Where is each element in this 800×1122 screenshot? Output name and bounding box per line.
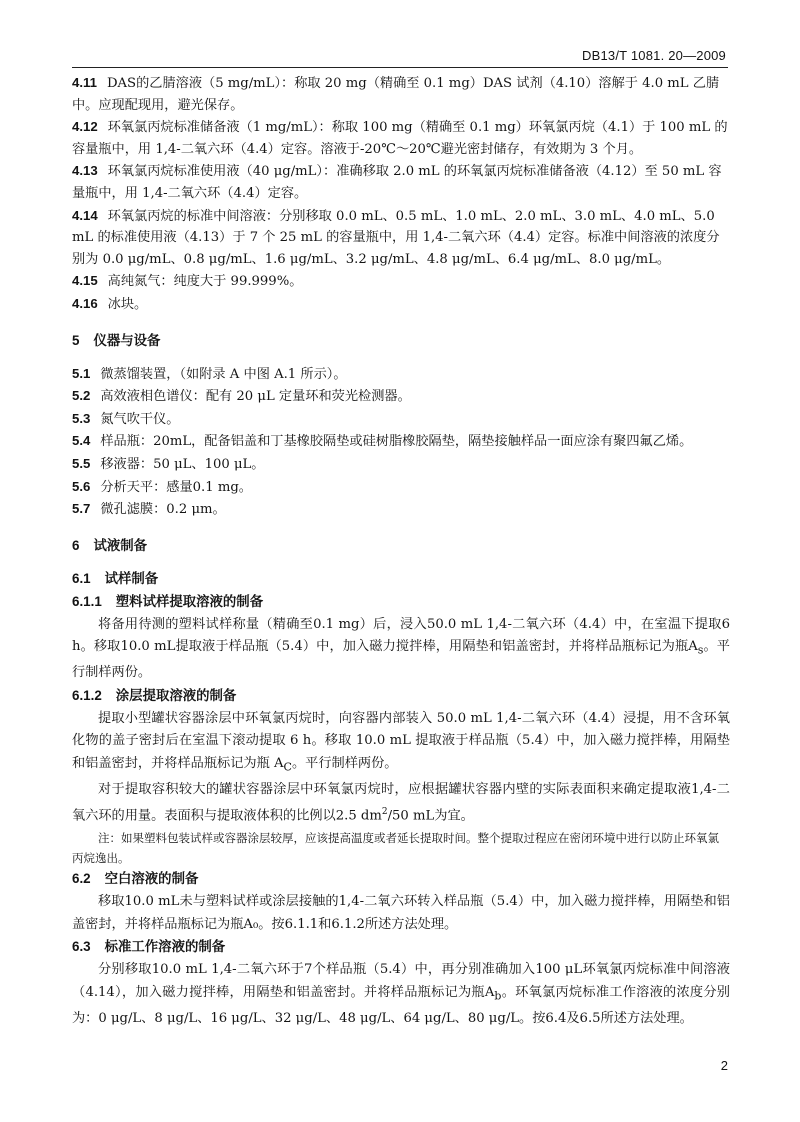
superscript: 2 (381, 807, 388, 818)
paragraph-6-2: 移取10.0 mL未与塑料试样或涂层接触的1,4-二氧六环转入样品瓶（5.4）中，加入磁力搅拌棒，用隔垫和铝盖密封，并将样品瓶标记为瓶A₀。按6.1.1和6.1.2所述方法处理。 (72, 894, 730, 932)
note-6-1-2: 注：如果塑料包装试样或容器涂层较厚，应该提高温度或者延长提取时间。整个提取过程应在密闭环境中进行以防止环氧氯丙烷逸出。 (72, 831, 719, 866)
section-6-1-2-heading (72, 685, 730, 708)
clause-text: 移液器：50 μL、100 μL。 (100, 456, 265, 472)
page-content (72, 72, 730, 1031)
section-5-heading (72, 330, 730, 353)
paragraph-tail: /50 mL为宜。 (387, 808, 474, 824)
paragraph-text: 将备用待测的塑料试样称量（精确至0.1 mg）后，浸入50.0 mL 1,4-二氧六环（4.4）中，在室温下提取6 h。移取10.0 mL提取液于样品瓶（5.4）中，加入磁力搅拌棒，用隔垫和铝盖密封，并将样品瓶标记为瓶A (72, 616, 730, 655)
clause-text: 微蒸馏装置，（如附录 A 中图 A.1 所示）。 (100, 366, 347, 382)
section-number: 6.1.1 (72, 593, 102, 609)
document-code: DB13/T 1081. 20—2009 (582, 48, 726, 63)
clause-text: 分析天平：感量0.1 mg。 (100, 479, 252, 495)
clause-number: 4.11 (72, 75, 97, 90)
clause-5-7 (72, 498, 730, 521)
paragraph-tail: 。平行制样两份。 (72, 639, 730, 681)
clause-5-5 (72, 453, 730, 476)
subscript: C (283, 760, 292, 774)
clause-text: 高纯氮气：纯度大于 99.999%。 (107, 274, 303, 290)
subscript: s (697, 643, 704, 657)
paragraph-6-1-1 (72, 614, 730, 685)
clause-text: 样品瓶：20mL，配备铝盖和丁基橡胶隔垫或硅树脂橡胶隔垫，隔垫接触样品一面应涂有聚四氟乙烯。 (100, 434, 693, 450)
section-number: 6.1.2 (72, 687, 102, 703)
header-rule (72, 67, 728, 68)
clause-4-14 (72, 205, 730, 271)
clause-text: 高效液相色谱仪：配有 20 μL 定量环和荧光检测器。 (100, 389, 411, 405)
clause-number: 5.7 (72, 501, 91, 517)
section-number: 6 (72, 537, 80, 553)
section-title: 仪器与设备 (93, 333, 161, 349)
clause-number: 5.5 (72, 455, 91, 471)
clause-number: 4.14 (72, 207, 98, 223)
clause-4-11 (72, 72, 730, 116)
clause-5-2 (72, 385, 730, 408)
clause-4-13 (72, 160, 730, 204)
clause-number: 5.3 (72, 410, 91, 426)
clause-text: DAS的乙腈溶液（5 mg/mL）：称取 20 mg（精确至 0.1 mg）DAS 试剂（4.10）溶解于 4.0 mL 乙腈中。应现配现用，避光保存。 (72, 76, 720, 113)
clause-number: 5.1 (72, 365, 91, 381)
section-title: 涂层提取溶液的制备 (115, 688, 237, 704)
subscript: b (494, 989, 502, 1003)
page-number: 2 (720, 1058, 728, 1073)
clause-4-16 (72, 293, 730, 316)
section-6-1-1-heading (72, 591, 730, 614)
section-title: 空白溶液的制备 (104, 872, 199, 888)
section-number: 6.2 (72, 871, 91, 887)
section-6-1-heading (72, 568, 730, 591)
clause-text: 环氧氯丙烷标准储备液（1 mg/mL）：称取 100 mg（精确至 0.1 mg）环氧氯丙烷（4.1）于 100 mL 的容量瓶中，用 1,4-二氧六环（4.4）定容。溶液于-20℃～20℃避光密封储存，有效期为 3 个月。 (72, 120, 728, 157)
clause-5-4 (72, 430, 730, 453)
paragraph-text: 提取小型罐状容器涂层中环氧氯丙烷时，向容器内部装入 50.0 mL 1,4-二氧六环（4.4）浸提，用不含环氧化物的盖子密封后在室温下滚动提取 6 h。移取 10.0 mL 提取液于样品瓶（5.4）中，加入磁力搅拌棒，用隔垫和铝盖密封，并将样品瓶标记为瓶 A (72, 710, 730, 771)
clause-5-3 (72, 408, 730, 431)
section-title: 试样制备 (104, 571, 159, 587)
paragraph-text: 分别移取10.0 mL 1,4-二氧六环于7个样品瓶（5.4）中，再分别准确加入100 μL环氧氯丙烷标准中间溶液（4.14），加入磁力搅拌棒，用隔垫和铝盖密封。并将样品瓶标记为瓶A (72, 962, 730, 1000)
paragraph-tail: 。平行制样两份。 (291, 755, 398, 771)
clause-text: 环氧氯丙烷的标准中间溶液：分别移取 0.0 mL、0.5 mL、1.0 mL、2.0 mL、3.0 mL、4.0 mL、5.0 mL 的标准使用液（4.13）于 7 个 25 mL 的容量瓶中，用 1,4-二氧六环（4.4）定容。标准中间溶液的浓度分别为 0.0 μg/mL、0.8 μg/mL、1.6 μg/mL、3.2 μg/mL、4.8 μg/mL、6.4 μg/mL、8.0 μg/mL。 (72, 208, 720, 267)
section-title: 塑料试样提取溶液的制备 (115, 594, 264, 610)
clause-number: 4.15 (72, 273, 98, 289)
paragraph-6-1-2-a (72, 708, 730, 779)
paragraph-text: 对于提取容积较大的罐状容器涂层中环氧氯丙烷时，应根据罐状容器内壁的实际表面积来确定提取液1,4-二氧六环的用量。表面积与提取液体积的比例以2.5 dm (72, 781, 730, 824)
clause-4-12 (72, 116, 730, 160)
section-6-2-heading (72, 868, 730, 891)
section-number: 5 (72, 332, 80, 348)
clause-number: 5.4 (72, 433, 91, 449)
clause-5-1 (72, 363, 730, 386)
paragraph-6-1-2-b (72, 779, 730, 828)
clause-number: 5.2 (72, 388, 91, 404)
section-number: 6.1 (72, 570, 91, 586)
paragraph-6-3 (72, 959, 730, 1030)
clause-text: 微孔滤膜：0.2 μm。 (100, 502, 226, 518)
section-6-heading (72, 535, 730, 558)
section-title: 试液制备 (93, 538, 148, 554)
clause-text: 环氧氯丙烷标准使用液（40 μg/mL）：准确移取 2.0 mL 的环氧氯丙烷标准储备液（4.12）至 50 mL 容量瓶中，用 1,4-二氧六环（4.4）定容。 (72, 164, 722, 201)
section-6-3-heading (72, 936, 730, 959)
clause-4-15 (72, 270, 730, 293)
clause-number: 4.12 (72, 119, 98, 135)
clause-number: 4.16 (72, 295, 98, 311)
clause-number: 5.6 (72, 478, 91, 494)
clause-text: 氮气吹干仪。 (100, 411, 180, 427)
clause-5-6 (72, 476, 730, 499)
clause-number: 4.13 (72, 163, 98, 179)
section-number: 6.3 (72, 939, 91, 955)
paragraph-tail: 。环氧氯丙烷标准工作溶液的浓度分别为：0 μg/L、8 μg/L、16 μg/L、32 μg/L、48 μg/L、64 μg/L、80 μg/L。按6.4及6.5所述方法处理。 (72, 984, 730, 1026)
clause-text: 冰块。 (107, 296, 148, 312)
section-title: 标准工作溶液的制备 (104, 940, 226, 956)
